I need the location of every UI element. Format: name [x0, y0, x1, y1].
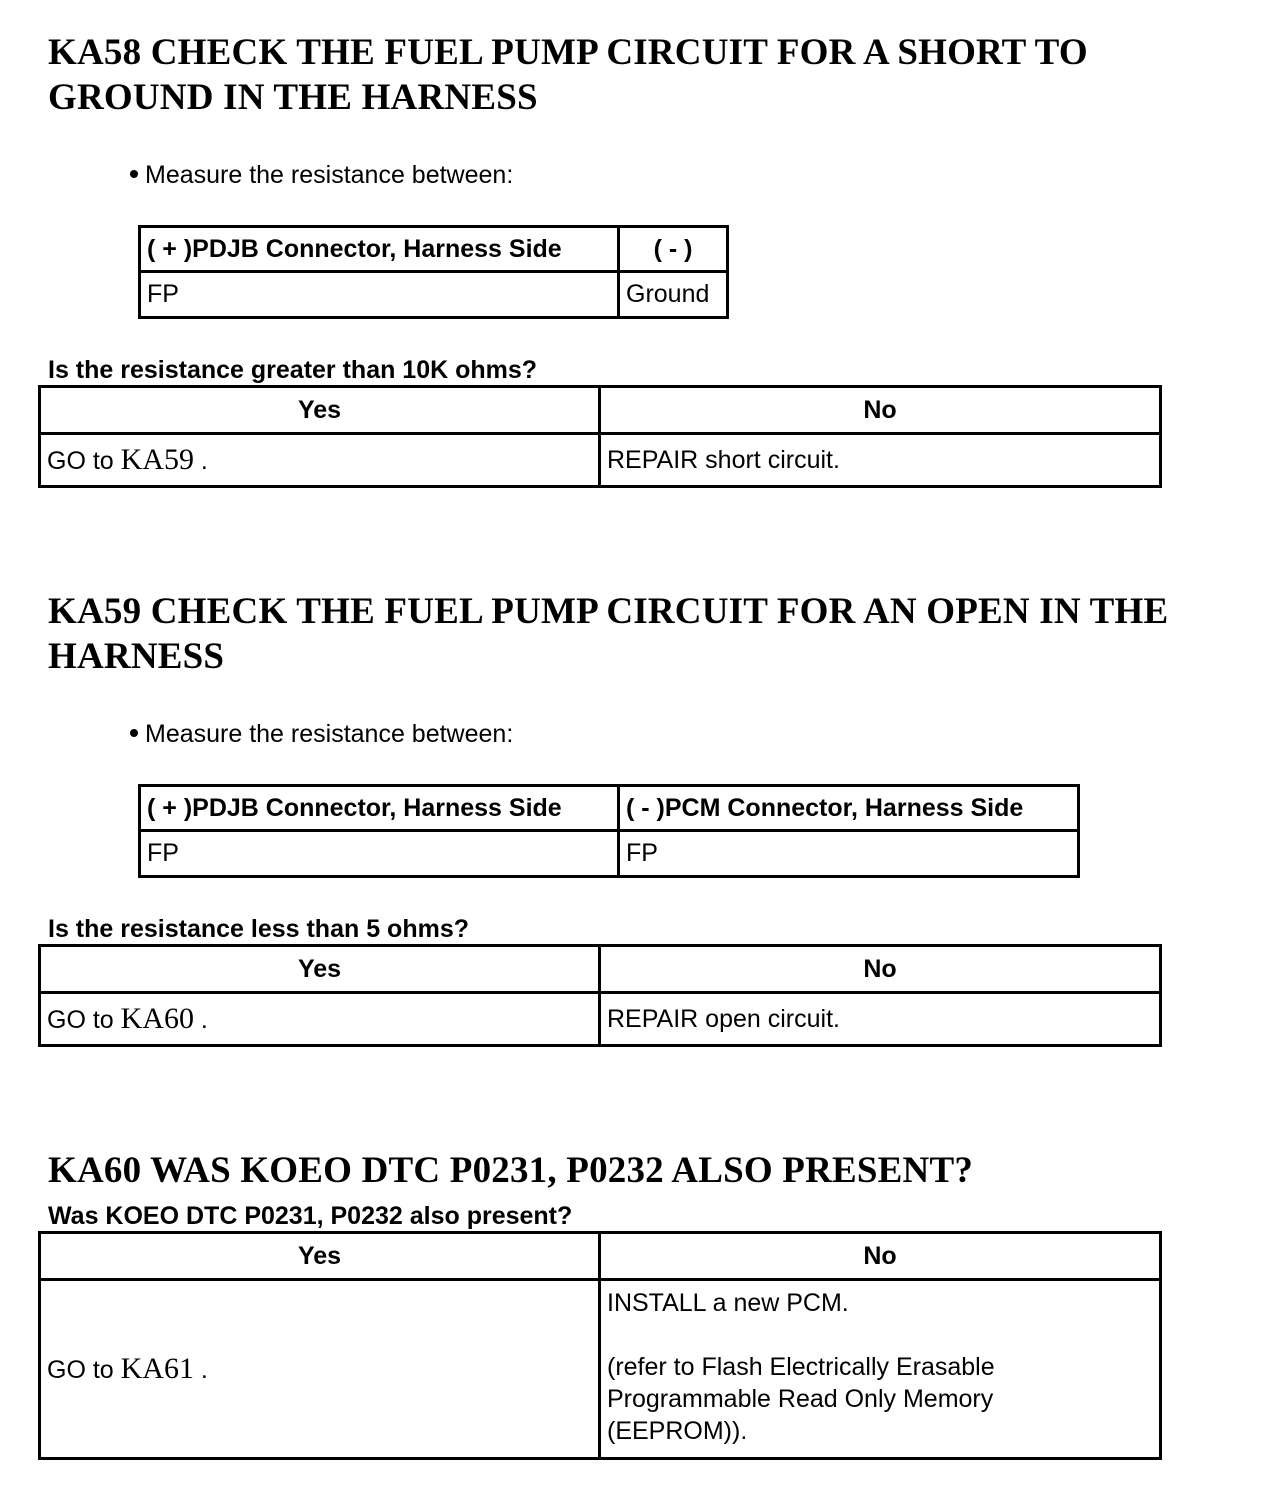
ka59-no-cell: REPAIR open circuit. — [600, 993, 1161, 1046]
ka58-question: Is the resistance greater than 10K ohms? — [48, 356, 538, 384]
ka60-yes-prefix: GO to — [47, 1356, 121, 1384]
ka58-instruction — [130, 160, 513, 190]
ka59-heading — [48, 589, 1168, 679]
ka60-no-line3: Programmable Read Only Memory — [607, 1385, 994, 1413]
ka59-no-header: No — [600, 946, 1161, 993]
ka58-no-cell: REPAIR short circuit. — [600, 434, 1161, 487]
bullet-icon — [130, 170, 138, 178]
ka59-yes-header: Yes — [40, 946, 600, 993]
ka59-yes-suffix: . — [193, 1006, 208, 1034]
ka58-measure-table — [138, 225, 729, 319]
ka58-heading-line1: KA58 CHECK THE FUEL PUMP CIRCUIT FOR A SHORT TO — [48, 32, 1088, 73]
ka58-heading-line2: GROUND IN THE HARNESS — [48, 77, 538, 118]
ka60-no-line1: INSTALL a new PCM. — [607, 1289, 849, 1317]
ka60-no-line4: (EEPROM)). — [607, 1417, 748, 1445]
ka59-minus-value: FP — [619, 831, 1079, 877]
ka60-heading-line1: KA60 WAS KOEO DTC P0231, P0232 ALSO PRESENT? — [48, 1150, 974, 1191]
ka58-yes-link[interactable]: KA59 — [120, 443, 194, 476]
ka59-plus-value: FP — [140, 831, 619, 877]
ka60-heading — [48, 1148, 973, 1193]
ka59-minus-header: ( - )PCM Connector, Harness Side — [619, 786, 1079, 831]
ka60-no-line2: (refer to Flash Electrically Erasable — [607, 1353, 995, 1381]
ka58-yes-prefix: GO to — [47, 447, 121, 475]
ka60-yes-header: Yes — [40, 1233, 600, 1280]
ka58-yes-cell — [40, 434, 600, 487]
ka58-decision-table — [38, 385, 1162, 488]
ka59-yes-prefix: GO to — [47, 1006, 121, 1034]
ka58-minus-value: Ground — [619, 272, 728, 318]
ka58-yes-header: Yes — [40, 387, 600, 434]
ka59-yes-link[interactable]: KA60 — [120, 1002, 194, 1035]
ka58-plus-value: FP — [140, 272, 619, 318]
ka59-yes-cell — [40, 993, 600, 1046]
ka60-yes-suffix: . — [193, 1356, 208, 1384]
ka59-measure-table — [138, 784, 1080, 878]
ka59-plus-header: ( + )PDJB Connector, Harness Side — [140, 786, 619, 831]
ka60-no-header: No — [600, 1233, 1161, 1280]
ka59-instruction-text: Measure the resistance between: — [145, 720, 514, 748]
ka60-decision-table — [38, 1231, 1162, 1460]
ka59-heading-line1: KA59 CHECK THE FUEL PUMP CIRCUIT FOR AN OPEN IN THE — [48, 591, 1169, 632]
ka58-heading — [48, 30, 1088, 120]
ka60-question: Was KOEO DTC P0231, P0232 also present? — [48, 1202, 573, 1230]
ka59-question: Is the resistance less than 5 ohms? — [48, 915, 469, 943]
ka59-heading-line2: HARNESS — [48, 636, 225, 677]
bullet-icon — [130, 729, 138, 737]
ka60-yes-link[interactable]: KA61 — [120, 1352, 194, 1385]
ka58-minus-header: ( - ) — [619, 227, 728, 272]
ka58-instruction-text: Measure the resistance between: — [145, 161, 514, 189]
ka58-no-header: No — [600, 387, 1161, 434]
ka58-plus-header: ( + )PDJB Connector, Harness Side — [140, 227, 619, 272]
ka60-yes-cell — [40, 1280, 600, 1459]
ka58-yes-suffix: . — [193, 447, 208, 475]
ka60-no-cell — [600, 1280, 1161, 1459]
ka59-instruction — [130, 719, 513, 749]
ka59-decision-table — [38, 944, 1162, 1047]
